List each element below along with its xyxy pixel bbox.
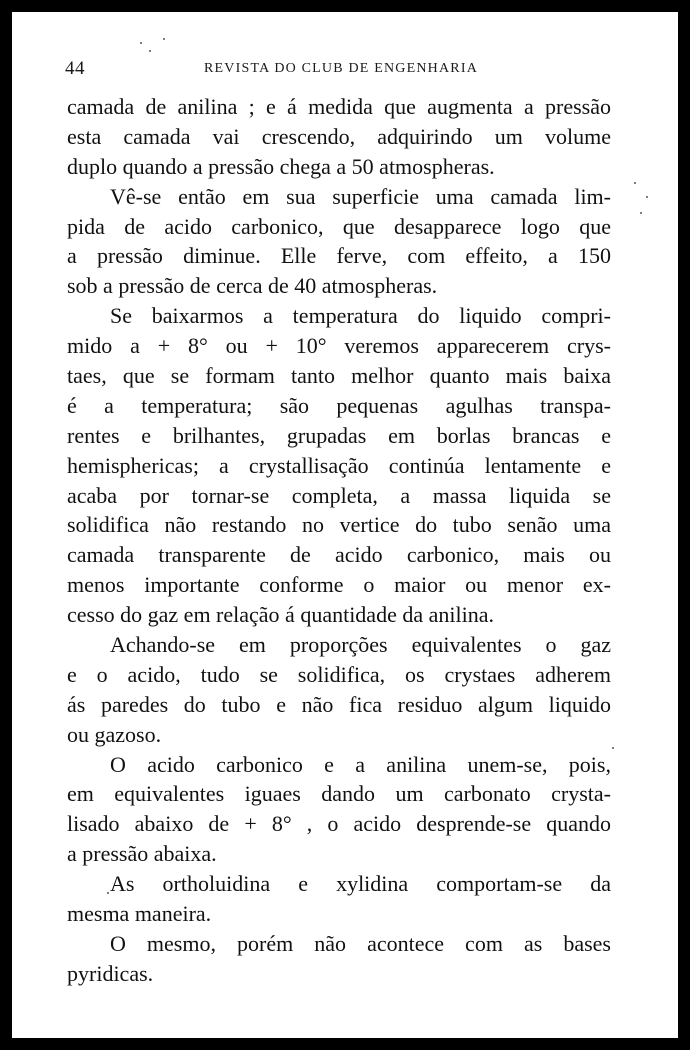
- text-line: pyridicas.: [67, 960, 154, 986]
- text-line: acaba por tornar-se completa, a massa liquida se: [67, 482, 611, 508]
- paragraph: [67, 750, 611, 870]
- paper-speck: [634, 182, 636, 184]
- text-line: esta camada vai crescendo, adquirindo um volume: [67, 123, 611, 149]
- running-head: REVISTA DO CLUB DE ENGENHARIA: [204, 61, 479, 76]
- text-line: lisado abaixo de + 8° , o acido desprende-se quando: [67, 811, 611, 837]
- text-line: a pressão diminue. Elle ferve, com effeito, a 150: [67, 243, 611, 269]
- text-line: taes, que se formam tanto melhor quanto mais baixa: [67, 363, 611, 389]
- text-line: solidifica não restando no vertice do tubo senão uma: [67, 512, 611, 538]
- text-line: duplo quando a pressão chega a 50 atmospheras.: [67, 153, 495, 179]
- text-line: camada de anilina ; e á medida que augmenta a pressão: [67, 94, 611, 119]
- page-number: 44: [65, 58, 85, 79]
- text-line: O mesmo, porém não acontece com as bases: [110, 930, 611, 956]
- text-line: ou gazoso.: [67, 721, 162, 747]
- text-line: mido a + 8° ou + 10° veremos apparecerem crys-: [67, 333, 611, 359]
- text-line: rentes e brilhantes, grupadas em borlas brancas e: [67, 422, 611, 448]
- book-page: [12, 12, 678, 1038]
- text-line: mesma maneira.: [67, 901, 212, 927]
- paragraph: [67, 630, 611, 750]
- text-line: a pressão abaixa.: [67, 841, 217, 867]
- text-line: e o acido, tudo se solidifica, os crystaes adherem: [67, 661, 611, 687]
- paper-speck: [612, 747, 614, 749]
- page-header: [12, 58, 678, 82]
- text-line: cesso do gaz em relação á quantidade da anilina.: [67, 602, 494, 628]
- text-line: menos importante conforme o maior ou menor ex-: [67, 572, 611, 598]
- text-line: sob a pressão de cerca de 40 atmospheras.: [67, 273, 438, 299]
- paragraph: [67, 301, 611, 630]
- text-line: Vê-se então em sua superficie uma camada lim-: [110, 183, 611, 209]
- text-line: As ortholuidina e xylidina comportam-se da: [110, 871, 611, 897]
- paper-speck: [140, 42, 142, 44]
- text-line: em equivalentes iguaes dando um carbonato crysta-: [67, 781, 611, 807]
- paragraph: [67, 92, 611, 182]
- paragraph: [67, 182, 611, 302]
- text-line: O acido carbonico e a anilina unem-se, pois,: [110, 751, 611, 777]
- text-line: ás paredes do tubo e não fica residuo algum liquido: [67, 691, 611, 717]
- body-text: [67, 92, 611, 989]
- text-line: é a temperatura; são pequenas agulhas transpa-: [67, 392, 611, 418]
- paper-speck: [646, 196, 648, 198]
- text-line: Achando-se em proporções equivalentes o gaz: [110, 632, 611, 658]
- paragraph: [67, 929, 611, 989]
- text-line: pida de acido carbonico, que desapparece logo que: [67, 213, 611, 239]
- paper-speck: [149, 50, 151, 52]
- paper-speck: [163, 38, 165, 40]
- text-line: hemisphericas; a crystallisação continúa lentamente e: [67, 452, 611, 478]
- text-line: Se baixarmos a temperatura do liquido compri-: [110, 303, 611, 329]
- paper-speck: [107, 892, 109, 894]
- paper-speck: [640, 212, 642, 214]
- paragraph: [67, 869, 611, 929]
- text-line: camada transparente de acido carbonico, mais ou: [67, 542, 611, 568]
